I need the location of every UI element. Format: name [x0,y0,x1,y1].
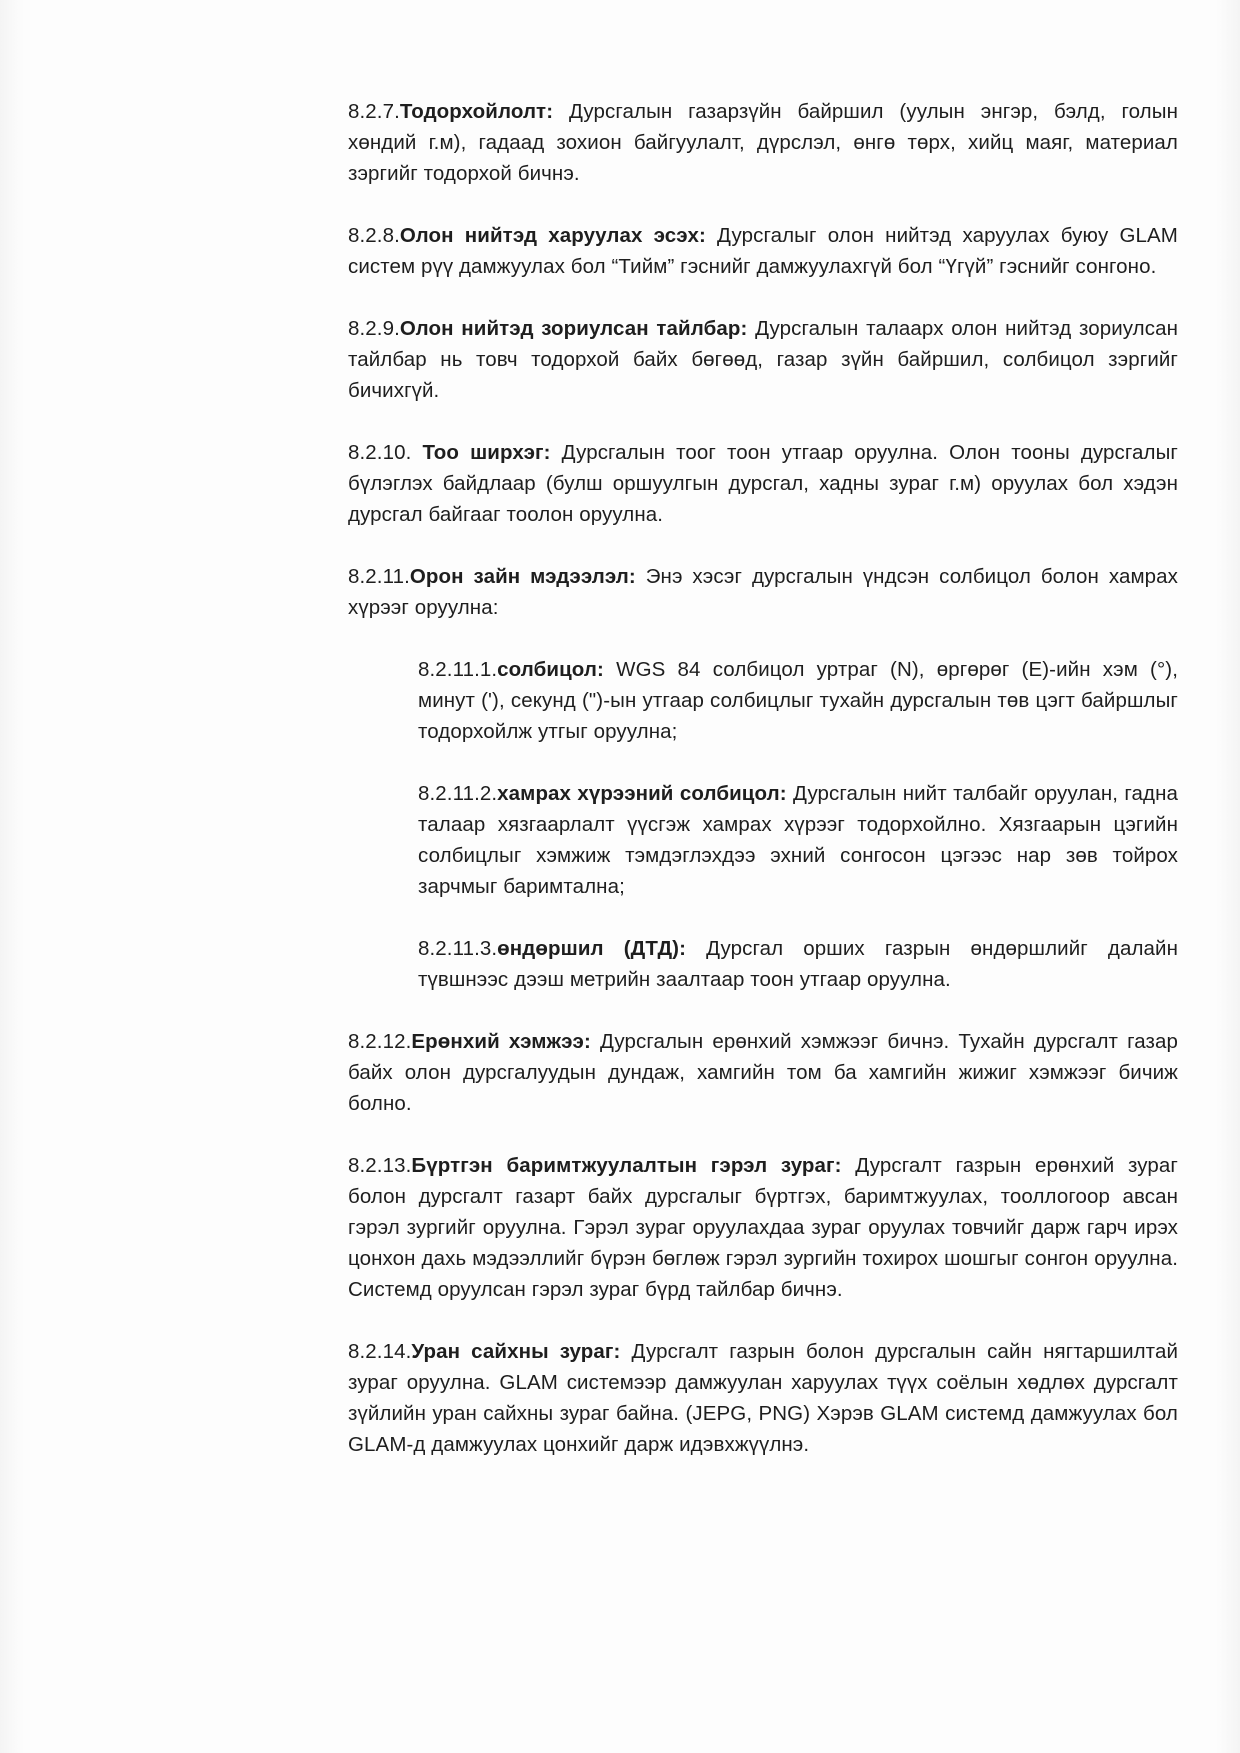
clause-text: Дурсгалт газрын ерөнхий зураг болон дурсгалт газарт байх дурсгалыг бүртгэх, баримтжуулах, тооллогоор авсан гэрэл зургийг оруулна. Гэрэл зураг оруулахдаа зураг оруулах товчийг дарж гарч ирэх цонхон дахь мэдээллийг бүрэн бөглөж гэрэл зургийн тохирох шошгыг сонгон оруулна. Системд оруулсан гэрэл зураг бүрд тайлбар бичнэ. [348,1154,1178,1301]
clause-term: Олон нийтэд харуулах эсэх: [399,224,706,247]
clause-term: Бүртгэн баримтжуулалтын гэрэл зураг: [411,1154,842,1177]
paragraph-8-2-7 [348,96,1178,189]
clause-term: хамрах хүрээний солбицол: [497,782,787,805]
clause-number: 8.2.11.1. [418,658,498,681]
clause-number: 8.2.11.3. [418,937,498,960]
paragraph-8-2-11-2 [418,778,1178,902]
clause-number: 8.2.7. [348,100,400,123]
clause-term: Орон зайн мэдээлэл: [409,565,636,588]
clause-term: Ерөнхий хэмжээ: [411,1030,591,1053]
paragraph-8-2-9 [348,313,1178,406]
scan-edge-left [0,0,24,1753]
clause-number: 8.2.9. [348,317,400,340]
clause-text: Дурсгалын тоог тоон утгаар оруулна. Олон тооны дурсгалыг бүлэглэх байдлаар (булш оршуулгын дурсгал, хадны зураг г.м) оруулах бол хэдэн дурсгал байгааг тоолон оруулна. [348,441,1178,526]
clause-text: Энэ хэсэг дурсгалын үндсэн солбицол болон хамрах хүрээг оруулна: [348,565,1178,619]
clause-text: Дурсгалыг олон нийтэд харуулах буюу GLAM систем рүү дамжуулах бол “Тийм” гэснийг дамжуулахгүй бол “Үгүй” гэснийг сонгоно. [348,224,1178,278]
clause-term: солбицол: [497,658,604,681]
paragraph-8-2-12 [348,1026,1178,1119]
clause-term: Уран сайхны зураг: [411,1340,621,1363]
paragraph-8-2-10 [348,437,1178,530]
clause-term: Тоо ширхэг: [422,441,551,464]
clause-text: WGS 84 солбицол уртраг (N), өргөрөг (E)-ийн хэм (°), минут ('), секунд (")-ын утгаар солбицлыг тухайн дурсгалын төв цэгт байршлыг тодорхойлж утгыг оруулна; [418,658,1178,743]
paragraph-8-2-8 [348,220,1178,282]
clause-number: 8.2.13. [348,1154,412,1177]
clause-text: Дурсгал орших газрын өндөршлийг далайн түвшнээс дээш метрийн заалтаар тоон утгаар оруулна. [418,937,1178,991]
clause-term: өндөршил (ДТД): [497,937,687,960]
clause-term: Тодорхойлолт: [399,100,554,123]
clause-number: 8.2.11. [348,565,410,588]
clause-number: 8.2.14. [348,1340,412,1363]
clause-text: Дурсгалын талаарх олон нийтэд зориулсан тайлбар нь товч тодорхой байх бөгөөд, газар зүйн байршил, солбицол зэргийг бичихгүй. [348,317,1179,402]
scan-edge-right [1216,0,1240,1753]
paragraph-8-2-11 [348,561,1178,623]
paragraph-8-2-11-3 [418,933,1178,995]
clause-text: Дурсгалын ерөнхий хэмжээг бичнэ. Тухайн дурсгалт газар байх олон дурсгалуудын дундаж, хамгийн том ба хамгийн жижиг хэмжээг бичиж болно. [348,1030,1178,1115]
clause-number: 8.2.8. [348,224,400,247]
clause-text: Дурсгалын нийт талбайг оруулан, гадна талаар хязгаарлалт үүсгэж хамрах хүрээг тодорхойлно. Хязгаарын цэгийн солбицлыг хэмжиж тэмдэглэхдээ эхний сонгосон цэгээс нар зөв тойрох зарчмыг баримтална; [418,782,1179,898]
clause-number: 8.2.10. [348,441,423,464]
clause-number: 8.2.12. [348,1030,412,1053]
clause-text: Дурсгалын газарзүйн байршил (уулын энгэр, бэлд, голын хөндий г.м), гадаад зохион байгуулалт, дүрслэл, өнгө төрх, хийц маяг, материал зэргийг тодорхой бичнэ. [348,100,1178,185]
clause-term: Олон нийтэд зориулсан тайлбар: [399,317,748,340]
paragraph-8-2-13 [348,1150,1178,1305]
paragraph-8-2-11-1 [418,654,1178,747]
paragraph-8-2-14 [348,1336,1178,1460]
clause-text: Дурсгалт газрын болон дурсгалын сайн нягтаршилтай зураг оруулна. GLAM системээр дамжуулан харуулах түүх соёлын хөдлөх дурсгалт зүйлийн уран сайхны зураг байна. (JEPG, PNG) Хэрэв GLAM системд дамжуулах бол GLAM-д дамжуулах цонхийг дарж идэвхжүүлнэ. [348,1340,1178,1456]
document-body [348,96,1178,1460]
clause-number: 8.2.11.2. [418,782,498,805]
